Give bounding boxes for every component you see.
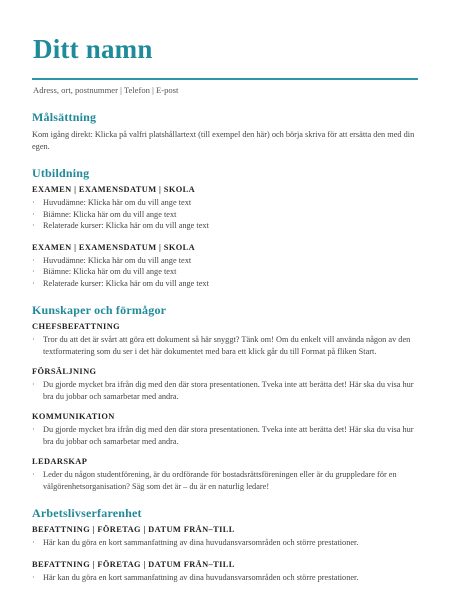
list-item-text: Tror du att det är svårt att göra ett dokument så här snyggt? Tänk om! Om du enkelt vill använda någon av den textformatering som du ser i det här dokumentet med bara ett klick går du till Format på fliken Start. — [43, 335, 411, 356]
experience-entry-title[interactable]: BEFATTNING | FÖRETAG | DATUM FRÅN–TILL — [32, 559, 235, 569]
education-entry-title[interactable]: EXAMEN | EXAMENSDATUM | SKOLA — [32, 185, 196, 194]
skill-group-list — [32, 424, 416, 447]
list-item[interactable] — [32, 209, 416, 221]
bullet-dash: · — [32, 221, 35, 230]
list-item-text: Du gjorde mycket bra ifrån dig med den där stora presentationen. Tveka inte att berätta det! Här ska du visa hur bra du jobbar och samarbetar med andra. — [43, 380, 414, 401]
list-item-text: Huvudämne: Klicka här om du vill ange text — [43, 198, 192, 207]
skill-group-title[interactable]: LEDARSKAP — [32, 457, 88, 466]
list-item-text: Biämne: Klicka här om du vill ange text — [43, 267, 177, 276]
education-entry-title[interactable]: EXAMEN | EXAMENSDATUM | SKOLA — [32, 242, 196, 252]
list-item[interactable] — [32, 197, 416, 209]
bullet-dash: · — [32, 470, 35, 479]
contact-line[interactable]: Adress, ort, postnummer | Telefon | E-post — [33, 85, 179, 95]
skill-group-list — [32, 379, 416, 402]
bullet-dash: · — [32, 572, 35, 582]
bullet-dash: · — [32, 278, 35, 288]
list-item-text: Relaterade kurser: Klicka här om du vill ange text — [43, 278, 209, 288]
bullet-dash: · — [32, 425, 35, 434]
bullet-dash: · — [32, 255, 35, 265]
bullet-dash: · — [32, 380, 35, 389]
list-item-text: Du gjorde mycket bra ifrån dig med den där stora presentationen. Tveka inte att berätta det! Här ska du visa hur bra du jobbar och samarbetar med andra. — [43, 425, 414, 446]
list-item[interactable] — [32, 266, 416, 278]
education-entry-list — [32, 255, 416, 290]
experience-entry — [32, 525, 416, 549]
bullet-dash: · — [32, 267, 35, 276]
education-entry-list — [32, 197, 416, 232]
list-item-text: Biämne: Klicka här om du vill ange text — [43, 209, 177, 219]
skill-group-title[interactable]: KOMMUNIKATION — [32, 412, 115, 421]
bullet-dash: · — [32, 335, 35, 344]
list-item-text: Relaterade kurser: Klicka här om du vill ange text — [43, 221, 209, 230]
skill-group-title[interactable]: FÖRSÄLJNING — [32, 367, 97, 376]
bullet-dash: · — [32, 538, 35, 547]
list-item[interactable] — [32, 572, 416, 584]
list-item-text: Här kan du göra en kort sammanfattning av dina huvudansvarsområden och större prestationer. — [43, 572, 359, 582]
list-item[interactable] — [32, 379, 416, 402]
list-item[interactable] — [32, 424, 416, 447]
list-item-text: Här kan du göra en kort sammanfattning av dina huvudansvarsområden och större prestationer. — [43, 538, 359, 547]
bullet-dash: · — [32, 209, 35, 219]
header-divider — [32, 78, 418, 80]
objective-section — [32, 110, 416, 152]
objective-text[interactable]: Kom igång direkt: Klicka på valfri platshållartext (till exempel den här) och börja skriva för att ersätta den med din egen. — [32, 130, 415, 151]
skill-group — [32, 457, 416, 492]
experience-entry-title[interactable]: BEFATTNING | FÖRETAG | DATUM FRÅN–TILL — [32, 525, 235, 534]
experience-entry — [32, 560, 416, 584]
experience-section — [32, 506, 416, 583]
skill-group — [32, 412, 416, 447]
experience-entry-list — [32, 537, 416, 549]
skill-group — [32, 322, 416, 357]
objective-heading[interactable]: Målsättning — [32, 110, 97, 124]
list-item[interactable] — [32, 278, 416, 290]
education-entry — [32, 243, 416, 290]
list-item[interactable] — [32, 255, 416, 267]
skills-heading[interactable]: Kunskaper och förmågor — [32, 303, 167, 317]
skill-group-list — [32, 334, 416, 357]
skill-group — [32, 367, 416, 402]
skill-group-title[interactable]: CHEFSBEFATTNING — [32, 322, 121, 331]
list-item[interactable] — [32, 537, 416, 549]
experience-heading[interactable]: Arbetslivserfarenhet — [32, 506, 142, 520]
skill-group-list — [32, 469, 416, 492]
list-item[interactable] — [32, 220, 416, 232]
list-item[interactable] — [32, 469, 416, 492]
education-entry — [32, 185, 416, 232]
list-item[interactable] — [32, 334, 416, 357]
education-heading[interactable]: Utbildning — [32, 166, 90, 180]
list-item-text: Huvudämne: Klicka här om du vill ange text — [43, 255, 192, 265]
list-item-text: Leder du någon studentförening, är du ordförande för bostadsrättsföreningen eller är du gruppledare för en välgörenhetsorganisation? Säg som det är – du är en naturlig ledare! — [43, 470, 397, 491]
bullet-dash: · — [32, 198, 35, 207]
name-heading[interactable]: Ditt namn — [33, 34, 153, 64]
experience-entry-list — [32, 572, 416, 584]
skills-section — [32, 303, 416, 492]
education-section — [32, 166, 416, 289]
